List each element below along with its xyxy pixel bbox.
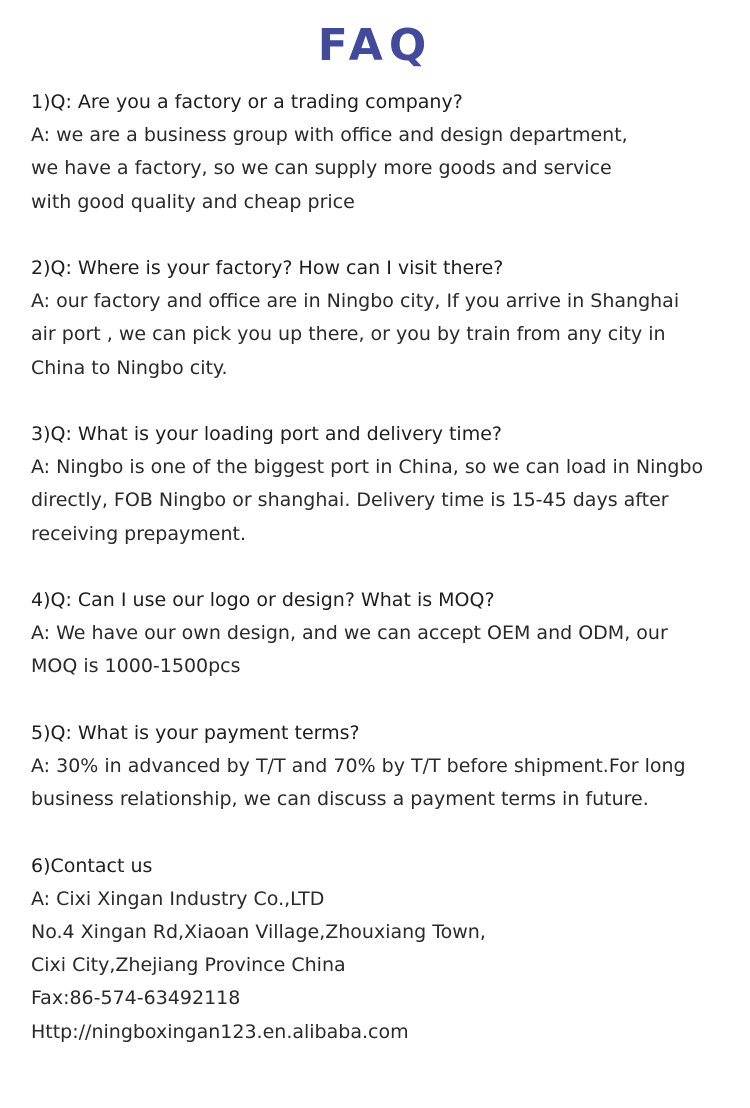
faq-answer-5-line-2: business relationship, we can discuss a payment terms in future. bbox=[31, 788, 649, 811]
contact-section bbox=[31, 850, 731, 1049]
faq-answer-2-line-2: air port , we can pick you up there, or you by train from any city in bbox=[31, 323, 666, 346]
page-title: FAQ bbox=[317, 20, 433, 71]
faq-question-4: 4)Q: Can I use our logo or design? What is MOQ? bbox=[31, 589, 495, 611]
faq-item-3 bbox=[31, 418, 731, 551]
faq-answer-4-line-2: MOQ is 1000-1500pcs bbox=[31, 655, 241, 678]
contact-address-line-2: Cixi City,Zhejiang Province China bbox=[31, 954, 346, 977]
faq-answer-2-line-3: China to Ningbo city. bbox=[31, 356, 228, 379]
faq-answer-2-line-1: A: our factory and office are in Ningbo city, If you arrive in Shanghai bbox=[31, 290, 680, 313]
faq-item-2 bbox=[31, 252, 731, 385]
faq-question-2: 2)Q: Where is your factory? How can I visit there? bbox=[31, 257, 504, 279]
contact-address-line-1: No.4 Xingan Rd,Xiaoan Village,Zhouxiang Town, bbox=[31, 921, 486, 943]
faq-answer-3-line-3: receiving prepayment. bbox=[31, 522, 246, 545]
faq-content bbox=[31, 86, 731, 1082]
faq-item-1 bbox=[31, 86, 731, 219]
faq-question-3: 3)Q: What is your loading port and delivery time? bbox=[31, 423, 502, 445]
faq-answer-5-line-1: A: 30% in advanced by T/T and 70% by T/T before shipment.For long bbox=[31, 755, 686, 777]
faq-answer-3-line-1: A: Ningbo is one of the biggest port in China, so we can load in Ningbo bbox=[31, 456, 704, 479]
faq-answer-1-line-1: A: we are a business group with office and design department, bbox=[31, 124, 628, 147]
faq-question-5: 5)Q: What is your payment terms? bbox=[31, 721, 360, 744]
faq-answer-1-line-2: we have a factory, so we can supply more goods and service bbox=[31, 157, 612, 180]
contact-website: Http://ningboxingan123.en.alibaba.com bbox=[31, 1020, 409, 1043]
faq-answer-4-line-1: A: We have our own design, and we can accept OEM and ODM, our bbox=[31, 622, 668, 645]
faq-item-4 bbox=[31, 584, 731, 684]
contact-company: A: Cixi Xingan Industry Co.,LTD bbox=[31, 887, 325, 910]
contact-fax: Fax:86-574-63492118 bbox=[31, 987, 241, 1010]
contact-heading: 6)Contact us bbox=[31, 854, 153, 877]
faq-answer-1-line-3: with good quality and cheap price bbox=[31, 190, 355, 213]
faq-answer-3-line-2: directly, FOB Ningbo or shanghai. Delivery time is 15-45 days after bbox=[31, 489, 669, 512]
faq-question-1: 1)Q: Are you a factory or a trading company? bbox=[31, 91, 463, 113]
faq-item-5 bbox=[31, 717, 731, 817]
